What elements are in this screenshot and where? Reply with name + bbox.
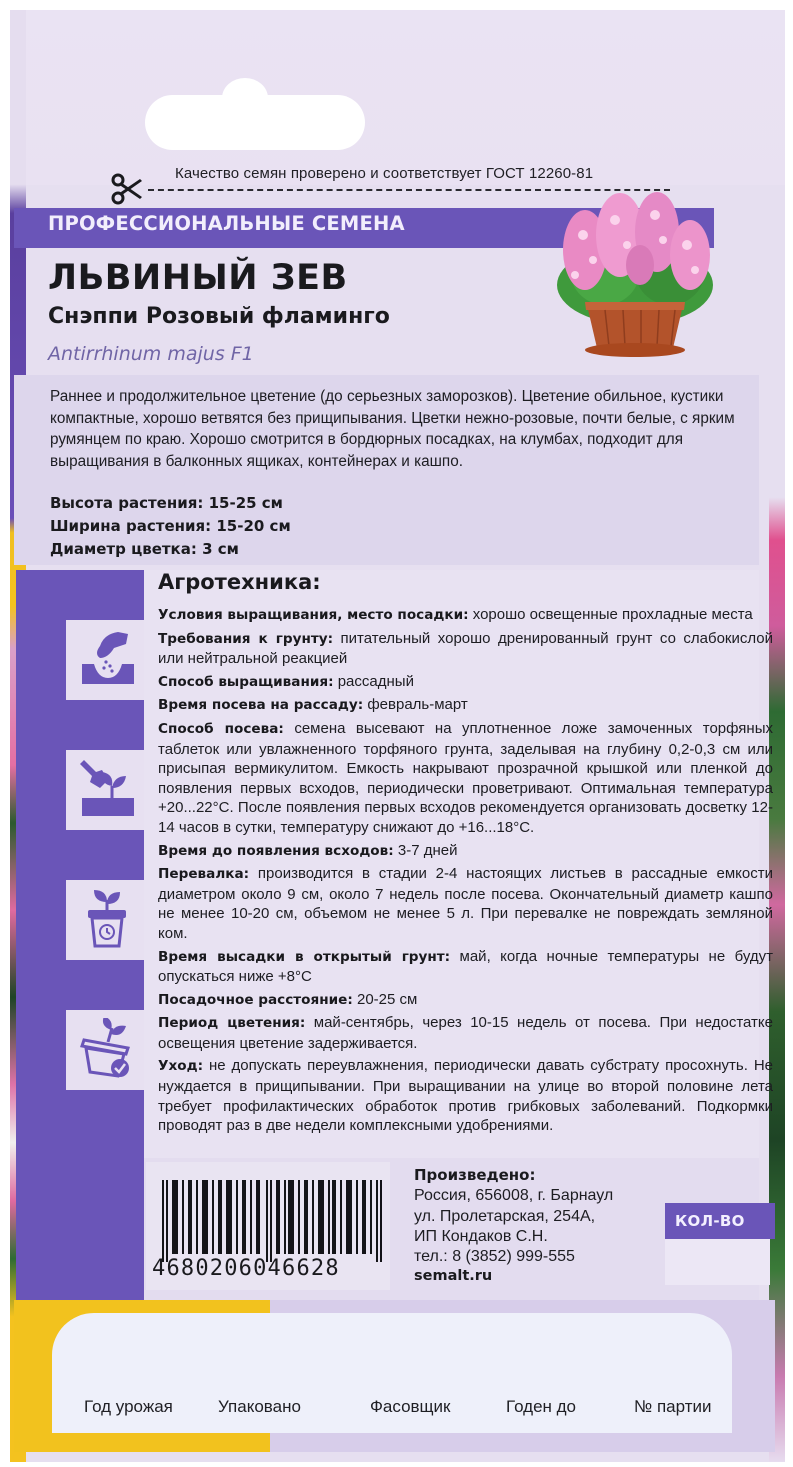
- icon-box-transplant: [66, 1010, 148, 1090]
- agro-item-label: Время высадки в открытый грунт:: [158, 948, 451, 965]
- agro-item-germination: [158, 841, 773, 862]
- agro-item-transplant: [158, 864, 773, 943]
- agro-item-label: Период цветения:: [158, 1015, 306, 1032]
- agro-item-label: Посадочное расстояние:: [158, 991, 353, 1008]
- agro-item-label: Требования к грунту:: [158, 630, 334, 647]
- pot-sprout-check-icon: [78, 1018, 136, 1080]
- agro-item-sowing-method: [158, 719, 773, 838]
- pot-sprout-clock-icon: [78, 888, 136, 950]
- producer-phone: тел.: 8 (3852) 999-555: [414, 1248, 575, 1265]
- agro-item-label: Перевалка:: [158, 866, 250, 883]
- agro-item-label: Способ выращивания:: [158, 673, 334, 690]
- agro-item-spacing: [158, 990, 773, 1011]
- product-title: ЛЬВИНЫЙ ЗЕВ: [48, 258, 348, 298]
- packet-top: [10, 10, 785, 185]
- agro-item-value: производится в стадии 2-4 настоящих листьев в рассадные емкости диаметром около 9 см, около 7 недель после посева. Окончательный диаметр кашпо не менее 10-20 см, объемом не менее 5 л. При перевалке не повреждать земляной ком.: [158, 865, 773, 942]
- agro-item-value: семена высевают на уплотненное ложе замоченных торфяных таблеток или увлажненного торфяного грунта, заделывая на глубину 0,2-0,3 см или присыпая вермикулитом. Емкость накрывают прозрачной крышкой или пленкой до появления первых всходов, периодически проветривают. Оптимальная температура +20...22°С. После появления первых всходов рекомендуется организовать досветку 12-14 часов в сутки, температуру снижают до +16...18°С.: [158, 719, 773, 836]
- stamp-packed: Упаковано: [218, 1397, 301, 1416]
- agro-item-conditions: [158, 605, 773, 626]
- agro-item-value: 3-7 дней: [397, 841, 458, 859]
- agro-item-label: Время посева на рассаду:: [158, 697, 364, 714]
- agro-item-label: Способ посева:: [158, 720, 284, 737]
- agro-item-value: 20-25 см: [357, 990, 418, 1008]
- description-text: Раннее и продолжительное цветение (до серьезных заморозков). Цветение обильное, кустики компактные, хорошо ветвятся без прищипывания. Цветки нежно-розовые, почти белые, с ярким румянцем по краю. Хорошо смотрится в бордюрных посадках, на клумбах, подходит для выращивания в балконных ящиках, контейнерах и кашпо.: [50, 388, 735, 470]
- flower-pot-image: [545, 190, 725, 360]
- quantity-field: [665, 1239, 770, 1285]
- spec-value: 15-25 см: [208, 494, 283, 512]
- stamp-best-before: Годен до: [506, 1397, 577, 1416]
- latin-name: Antirrhinum majus F1: [48, 343, 254, 365]
- trowel-sprout-icon: [78, 758, 136, 820]
- spec-height: [50, 494, 550, 512]
- agro-item-label: Время до появления всходов:: [158, 842, 394, 859]
- spec-value: 3 см: [202, 540, 239, 558]
- hang-hole: [145, 95, 365, 150]
- spec-label: Ширина растения:: [50, 517, 212, 535]
- agro-item-flowering: [158, 1013, 773, 1053]
- agro-item-method: [158, 672, 773, 693]
- icon-box-sowing: [66, 620, 148, 700]
- agro-item-planting-out: [158, 947, 773, 987]
- producer-address-line: ул. Пролетарская, 254А,: [414, 1208, 596, 1225]
- agro-item-value: февраль-март: [367, 696, 468, 714]
- agro-item-care: [158, 1056, 773, 1135]
- barcode: [160, 1180, 385, 1262]
- spec-label: Высота растения:: [50, 494, 204, 512]
- barcode-number: 4680206046628: [152, 1256, 340, 1281]
- producer-name: ИП Кондаков С.Н.: [414, 1228, 548, 1245]
- professional-seeds-label: ПРОФЕССИОНАЛЬНЫЕ СЕМЕНА: [48, 212, 405, 235]
- producer-heading: Произведено:: [414, 1166, 536, 1184]
- spec-flower-diameter: [50, 540, 550, 558]
- quality-note: Качество семян проверено и соответствует ГОСТ 12260-81: [175, 165, 594, 182]
- agro-item-value: питательный хорошо дренированный грунт со слабокислой или нейтральной реакцией: [158, 629, 773, 668]
- icon-box-planting: [66, 750, 148, 830]
- spec-value: 15-20 см: [216, 517, 291, 535]
- stamp-harvest-year: Год урожая: [84, 1397, 173, 1416]
- stamp-batch-number: № партии: [634, 1397, 712, 1416]
- agro-title: Агротехника:: [158, 570, 321, 594]
- agro-item-soil: [158, 629, 773, 669]
- agro-item-sowing-time: [158, 695, 773, 716]
- quantity-label: КОЛ-ВО: [665, 1203, 775, 1239]
- agro-item-label: Уход:: [158, 1058, 204, 1075]
- agro-item-value: май, когда ночные температуры не будут опускаться ниже +8°С: [158, 947, 773, 986]
- product-variety: Снэппи Розовый фламинго: [48, 304, 390, 329]
- agro-item-value: рассадный: [337, 672, 414, 690]
- agro-item-value: хорошо освещенные прохладные места: [472, 606, 753, 623]
- agro-item-value: не допускать переувлажнения, периодически давать субстрату просохнуть. Не нуждается в прищипывании. При выращивании на улице во второй половине лета требует профилактических обработок против грибковых заболеваний. Подкормки проводят раз в две недели комплексными удобрениями.: [158, 1057, 773, 1135]
- spec-label: Диаметр цветка:: [50, 540, 197, 558]
- stamp-packer: Фасовщик: [370, 1397, 451, 1416]
- agro-list: [158, 605, 773, 1139]
- producer-website: semalt.ru: [414, 1268, 493, 1284]
- hand-sowing-seeds-icon: [78, 628, 136, 690]
- spec-width: [50, 517, 550, 535]
- icon-box-germination: [66, 880, 148, 960]
- agro-item-label: Условия выращивания, место посадки:: [158, 607, 469, 623]
- agro-item-value: май-сентябрь, через 10-15 недель от посева. При недостатке освещения цветение задерживается.: [158, 1014, 773, 1052]
- agro-icon-strip: [16, 570, 144, 1300]
- producer-address-line: Россия, 656008, г. Барнаул: [414, 1187, 614, 1204]
- scissors-icon: [110, 172, 144, 206]
